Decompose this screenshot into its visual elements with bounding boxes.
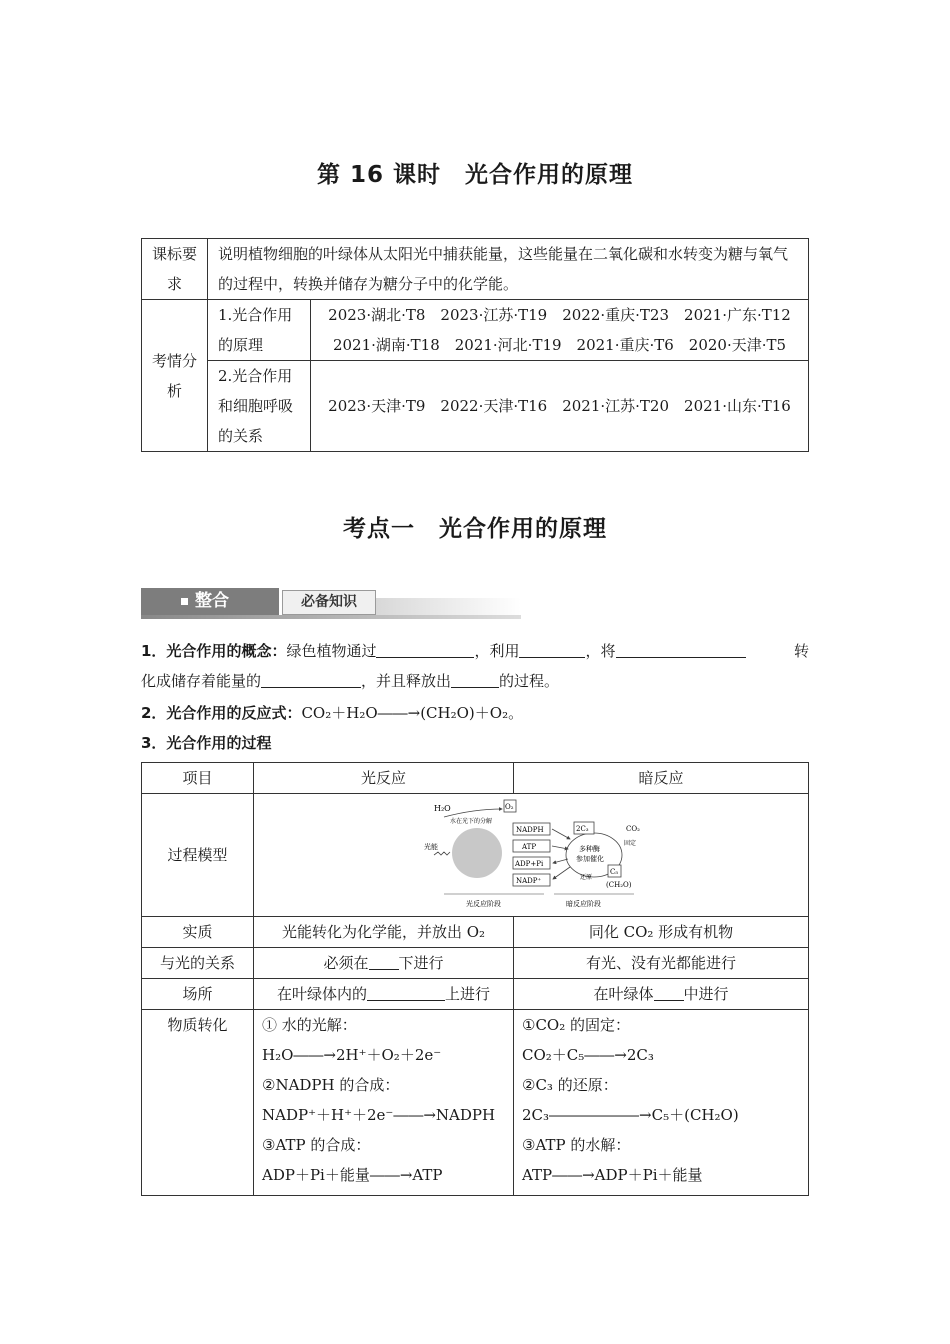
fill-blank[interactable] (519, 639, 585, 658)
page-title: 第 16 课时 光合作用的原理 (316, 162, 634, 188)
process-table (141, 762, 809, 1196)
light-step: NADP⁺＋H⁺＋2e⁻――→NADPH (262, 1106, 496, 1124)
essence-dark: 同化 CO₂ 形成有机物 (514, 917, 809, 948)
requirement-text: 说明植物细胞的叶绿体从太阳光中捕获能量，这些能量在二氧化碳和水转变为糖与氧气的过程中，转换并储存为糖分子中的化学能。 (208, 239, 809, 300)
co2-label: CO₂ (626, 824, 640, 833)
row-essence-label: 实质 (142, 917, 254, 948)
text: 转 (793, 642, 809, 660)
analysis-refs-2 (311, 361, 809, 452)
fill-blank[interactable] (654, 982, 684, 1001)
dark-step: ATP――→ADP＋Pi＋能量 (522, 1166, 703, 1184)
light-step: ③ATP 的合成： (262, 1136, 371, 1154)
dark-step: ①CO₂ 的固定： (522, 1016, 631, 1034)
dark-material-steps (514, 1010, 809, 1196)
dark-step: ②C₃ 的还原： (522, 1076, 618, 1094)
fill-blank[interactable] (616, 639, 746, 658)
enzyme-label: 多种酶 (579, 844, 600, 853)
analysis-label: 考情分析 (142, 300, 208, 452)
fix-label: 固定 (624, 839, 637, 847)
refs-line: 2023·天津·T9 2022·天津·T16 2021·江苏·T20 2021·山东·T16 (328, 397, 791, 415)
light-label: 光能 (424, 842, 438, 851)
fill-blank[interactable] (261, 669, 361, 688)
banner-main: 整合 (195, 591, 229, 611)
reaction-equation: CO₂＋H₂O――→(CH₂O)＋O₂。 (301, 704, 524, 722)
square-icon (181, 598, 188, 605)
light-step: ADP＋Pi＋能量――→ATP (262, 1166, 443, 1184)
h2o-label: H₂O (434, 803, 451, 813)
dark-step: CO₂＋C₅――→2C₃ (522, 1046, 654, 1064)
dark-step: ③ATP 的水解： (522, 1136, 631, 1154)
row-relation-label: 与光的关系 (142, 948, 254, 979)
adp-box: ADP+Pi (515, 859, 544, 868)
fill-blank[interactable] (376, 639, 474, 658)
text: 上进行 (445, 985, 491, 1003)
point-1-label: 1．光合作用的概念： (141, 642, 287, 660)
text: ，将 (585, 642, 616, 660)
text: 化成储存着能量的 (141, 672, 262, 690)
enzyme-label-2: 参加催化 (576, 854, 604, 863)
ch2o-label: (CH₂O) (606, 880, 632, 889)
row-site-label: 场所 (142, 979, 254, 1010)
site-light (254, 979, 514, 1010)
header-light: 光反应 (254, 763, 514, 794)
text: 的过程。 (499, 672, 560, 690)
section-title: 考点一 光合作用的原理 (343, 516, 607, 542)
c3-box: 2C₃ (576, 824, 589, 833)
nadph-box: NADPH (516, 825, 544, 834)
light-stage-label: 光反应阶段 (466, 899, 501, 908)
text: ，并且释放出 (361, 672, 452, 690)
photosynthesis-diagram (254, 795, 808, 916)
text: ，利用 (474, 642, 520, 660)
relation-dark: 有光、没有光都能进行 (514, 948, 809, 979)
thylakoid (452, 828, 502, 878)
text: 中进行 (683, 985, 729, 1003)
refs-line: 2021·湖南·T18 2021·河北·T19 2021·重庆·T6 2020·天津·T5 (332, 336, 787, 354)
text: 在叶绿体 (593, 985, 654, 1003)
light-step: ① 水的光解： (262, 1016, 357, 1034)
text: 下进行 (398, 954, 444, 972)
point-2-label: 2．光合作用的反应式： (141, 704, 302, 722)
analysis-topic-1: 1.光合作用的原理 (208, 300, 311, 361)
atp-box: ATP (522, 842, 537, 851)
requirement-label: 课标要求 (142, 239, 208, 300)
point-3 (141, 728, 809, 758)
text: 必须在 (323, 954, 369, 972)
analysis-refs-1 (311, 300, 809, 361)
o2-label: O₂ (505, 802, 514, 811)
relation-light (254, 948, 514, 979)
site-dark (514, 979, 809, 1010)
reduce-label: 还原 (580, 873, 593, 881)
refs-line: 2023·湖北·T8 2023·江苏·T19 2022·重庆·T23 2021·广东·T12 (328, 306, 791, 324)
analysis-topic-2: 2.光合作用和细胞呼吸的关系 (208, 361, 311, 452)
light-step: ②NADPH 的合成： (262, 1076, 400, 1094)
essence-light: 光能转化为化学能，并放出 O₂ (254, 917, 514, 948)
nadp-box: NADP⁺ (516, 876, 542, 885)
light-step: H₂O――→2H⁺＋O₂＋2e⁻ (262, 1046, 442, 1064)
split-label: 水在光下的分解 (450, 817, 493, 825)
dark-step: 2C₃――――――→C₅＋(CH₂O) (522, 1106, 739, 1124)
dark-stage-label: 暗反应阶段 (566, 899, 601, 908)
header-item: 项目 (142, 763, 254, 794)
text: 绿色植物通过 (286, 642, 377, 660)
row-material-label: 物质转化 (142, 1010, 254, 1196)
light-material-steps (254, 1010, 514, 1196)
point-3-label: 3．光合作用的过程 (141, 734, 272, 752)
text: 在叶绿体内的 (276, 985, 367, 1003)
knowledge-banner (141, 588, 521, 620)
fill-blank[interactable] (451, 669, 499, 688)
row-model-label: 过程模型 (142, 794, 254, 917)
process-model-cell (254, 794, 809, 917)
point-1 (141, 636, 809, 696)
header-dark: 暗反应 (514, 763, 809, 794)
fill-blank[interactable] (367, 982, 445, 1001)
banner-tag: 必备知识 (282, 590, 376, 615)
c5-box: C₅ (610, 867, 619, 876)
point-2 (141, 698, 809, 728)
curriculum-table (141, 238, 809, 452)
fill-blank[interactable] (369, 951, 399, 970)
